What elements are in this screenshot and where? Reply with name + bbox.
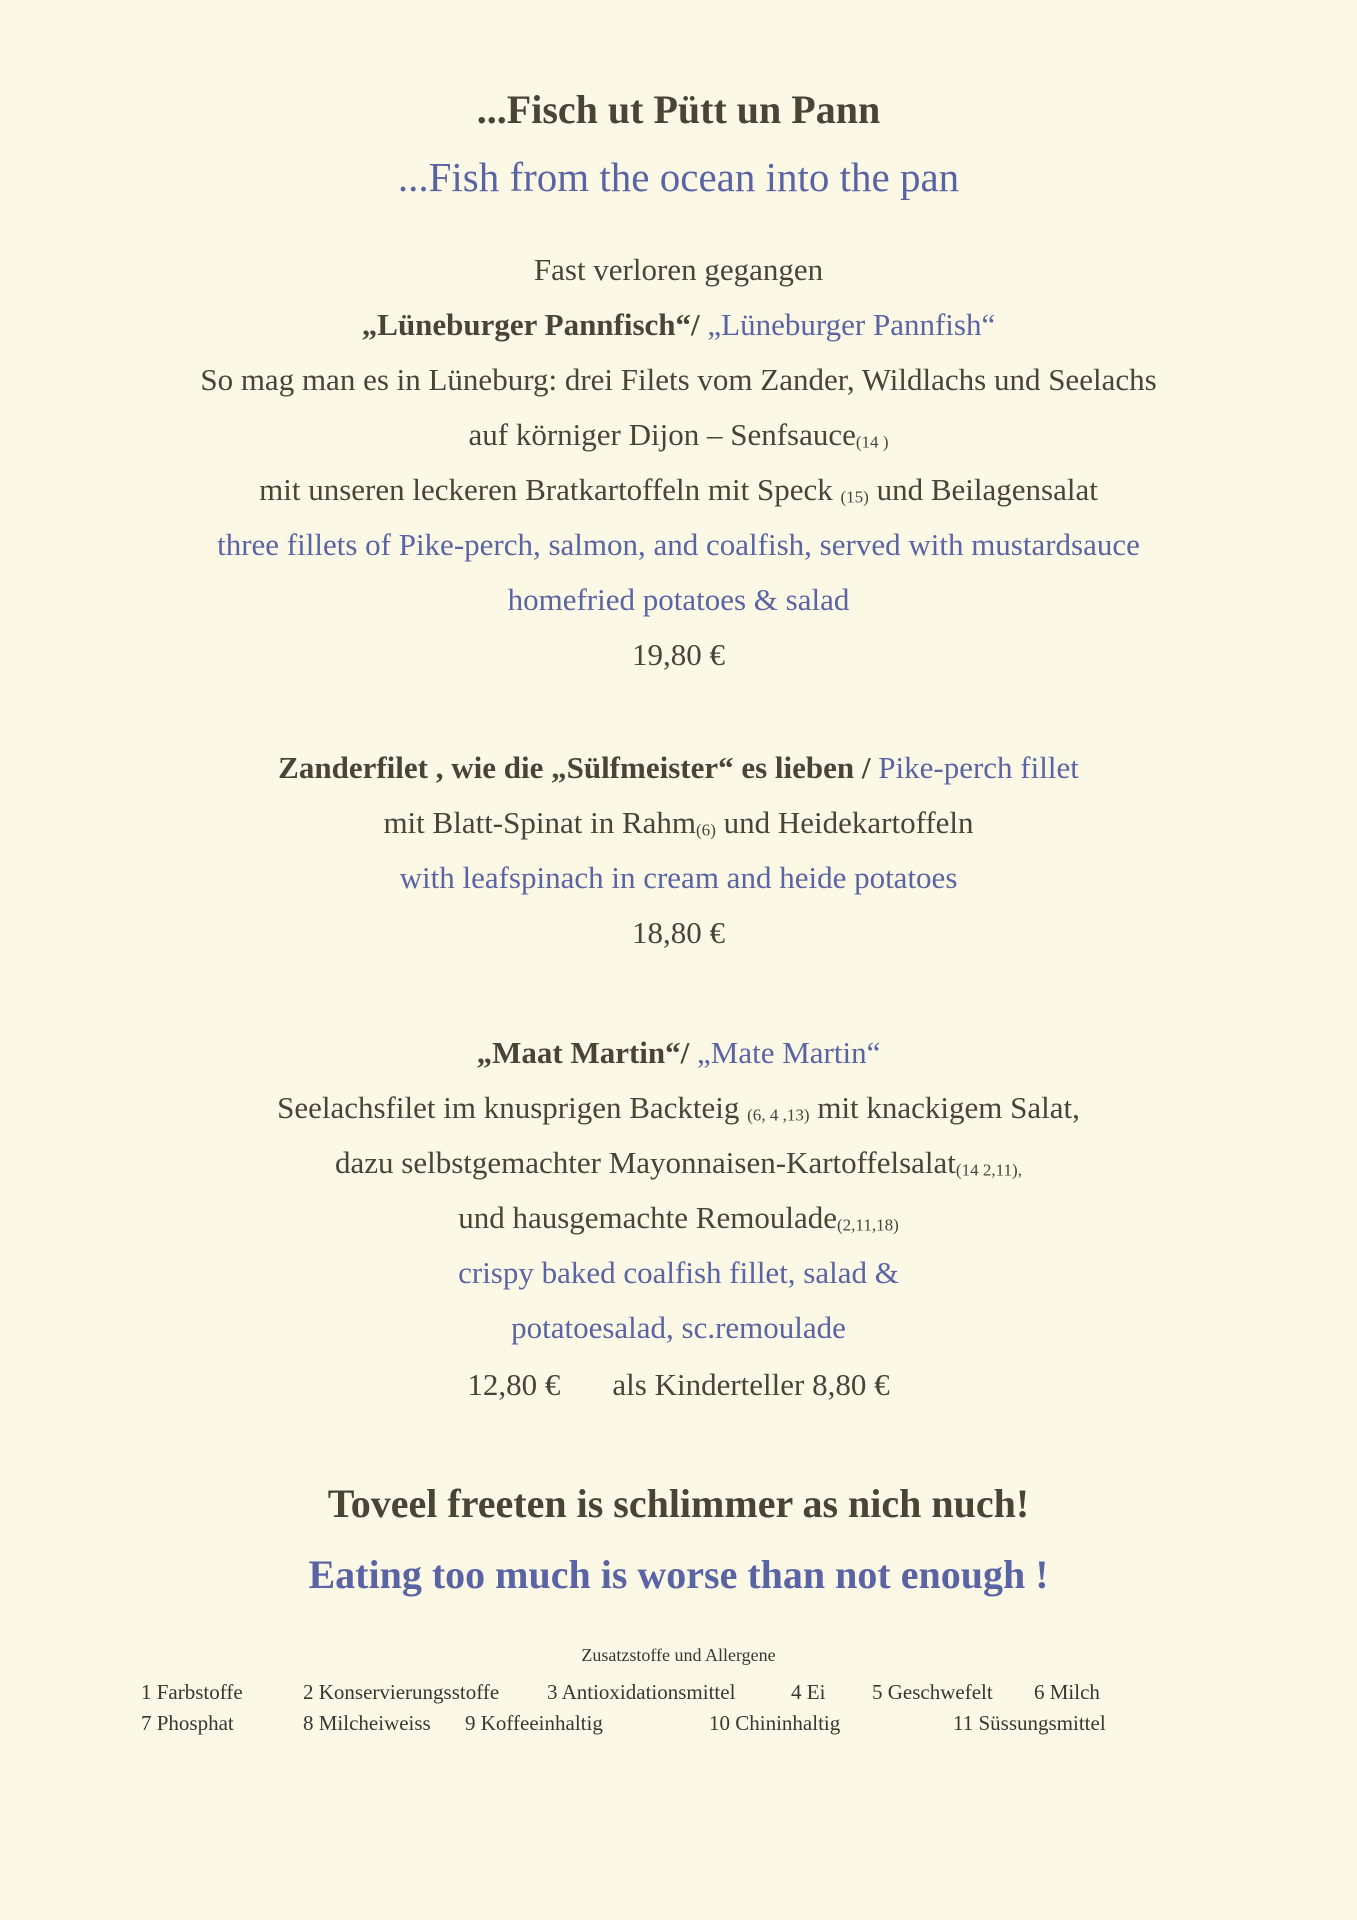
allergen-note: (6) [696,820,716,840]
allergen-item: 8 Milcheiweiss [303,1711,431,1735]
dish-description-english: with leafspinach in cream and heide potatoes [399,860,958,895]
dish-name [0,1035,1357,1071]
allergen-note: (14 2,11), [955,1160,1022,1180]
dish-description-text: Seelachsfilet im knusprigen Backteig [277,1090,748,1125]
allergen-note: (14 ) [855,432,889,452]
allergen-item: 9 Koffeeinhaltig [465,1711,603,1735]
dish-name-german: Zanderfilet , wie die „Sülfmeister“ es lieben / [278,750,871,785]
dish-description-german: So mag man es in Lüneburg: drei Filets vom Zander, Wildlachs und Seelachs [200,362,1157,397]
page-title-english: ...Fish from the ocean into the pan [397,154,960,200]
dish-name-english: „Mate Martin“ [689,1035,881,1070]
allergen-item: 3 Antioxidationsmittel [547,1680,736,1704]
allergen-item: 7 Phosphat [141,1711,234,1735]
allergen-note: (15) [840,487,869,507]
dish-description-text: mit knackigem Salat, [809,1090,1080,1125]
dish-description-german [0,1200,1357,1236]
allergen-note: (6, 4 ,13) [747,1105,810,1125]
dish-description-german [0,805,1357,841]
dish-name-english: Pike-perch fillet [870,750,1079,785]
dish-description-english: crispy baked coalfish fillet, salad & [458,1255,899,1290]
dish-description-german [0,472,1357,508]
dish-description-text: mit Blatt-Spinat in Rahm [383,805,697,840]
dish-name [0,307,1357,343]
dish-description-text: und Heidekartoffeln [715,805,974,840]
allergen-item: 6 Milch [1034,1680,1100,1704]
allergen-legend-row [0,1680,1357,1710]
dish-price: 18,80 € [632,915,725,950]
dish-description-german [0,1090,1357,1126]
dish-name-german: „Maat Martin“/ [476,1035,690,1070]
dish-price: 12,80 € [467,1367,561,1402]
dish-description-english: three fillets of Pike-perch, salmon, and coalfish, served with mustardsauce [217,527,1140,562]
dish-description-english: potatoesalad, sc.remoulade [511,1310,846,1345]
allergen-item: 2 Konservierungsstoffe [303,1680,500,1704]
dish-name-english: „Lüneburger Pannfish“ [707,307,996,342]
dish-name [0,750,1357,786]
dish-price-line [0,1367,1357,1403]
dish-price: 19,80 € [632,637,725,672]
allergen-legend-title: Zusatzstoffe und Allergene [581,1645,776,1665]
allergen-legend-row [0,1711,1357,1741]
allergen-item: 1 Farbstoffe [141,1680,243,1704]
dish-name-german: „Lüneburger Pannfisch“/ [361,307,700,342]
dish-description-text: und hausgemachte Remoulade [458,1200,837,1235]
allergen-item: 10 Chininhaltig [709,1711,841,1735]
allergen-item: 11 Süssungsmittel [953,1711,1106,1735]
motto-english: Eating too much is worse than not enough ! [308,1552,1049,1597]
dish-description-german [0,417,1357,453]
dish-description-german [0,1145,1357,1181]
dish-description-text: dazu selbstgemachter Mayonnaisen-Kartoffelsalat [335,1145,956,1180]
dish-price-child: als Kinderteller 8,80 € [612,1367,890,1402]
dish-description-english: homefried potatoes & salad [507,582,850,617]
dish-description-text: auf körniger Dijon – Senfsauce [468,417,856,452]
page-title-german: ...Fisch ut Pütt un Pann [476,87,881,132]
allergen-item: 5 Geschwefelt [872,1680,993,1704]
dish-intro: Fast verloren gegangen [533,252,824,287]
motto-german: Toveel freeten is schlimmer as nich nuch! [327,1481,1030,1526]
allergen-item: 4 Ei [791,1680,826,1704]
dish-description-text: mit unseren leckeren Bratkartoffeln mit Speck [259,472,841,507]
dish-description-text: und Beilagensalat [868,472,1098,507]
allergen-note: (2,11,18) [836,1215,899,1235]
